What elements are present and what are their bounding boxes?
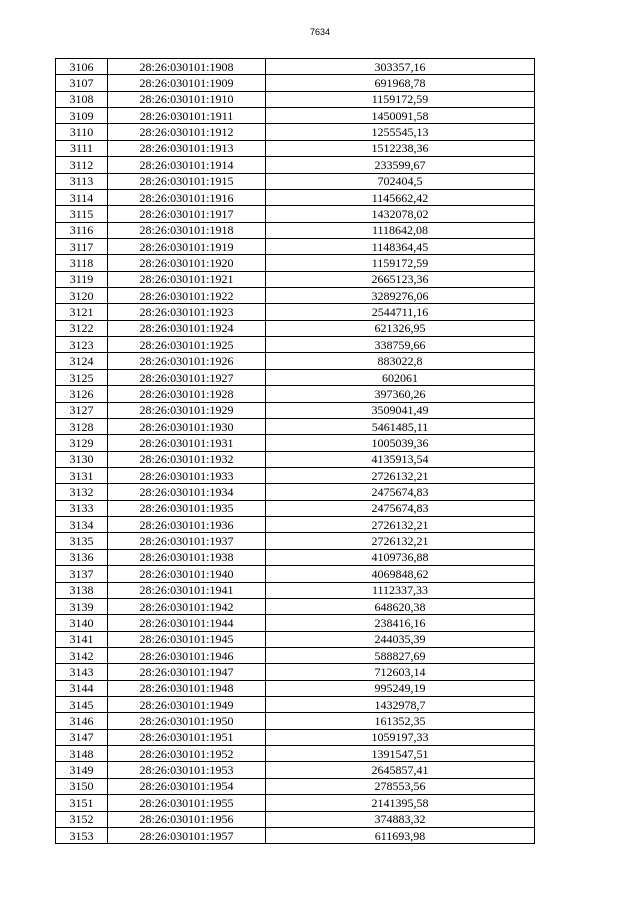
cadastral-value-cell: 2475674,83 [266,484,535,500]
table-row [56,255,535,271]
row-number-cell: 3147 [56,729,108,745]
row-number-cell: 3119 [56,271,108,287]
cadastral-value-cell: 648620,38 [266,598,535,614]
cadastral-value-cell: 161352,35 [266,713,535,729]
row-number-cell: 3138 [56,582,108,598]
cadastral-number-cell: 28:26:030101:1950 [108,713,266,729]
cadastral-value-cell: 995249,19 [266,680,535,696]
row-number-cell: 3125 [56,369,108,385]
row-number-cell: 3133 [56,500,108,516]
cadastral-value-cell: 4109736,88 [266,549,535,565]
cadastral-value-cell: 374883,32 [266,811,535,827]
cadastral-number-cell: 28:26:030101:1935 [108,500,266,516]
row-number-cell: 3115 [56,206,108,222]
cadastral-value-cell: 712603,14 [266,664,535,680]
row-number-cell: 3150 [56,778,108,794]
cadastral-number-cell: 28:26:030101:1929 [108,402,266,418]
cadastral-value-cell: 3289276,06 [266,288,535,304]
cadastral-value-cell: 1059197,33 [266,729,535,745]
cadastral-value-cell: 1432078,02 [266,206,535,222]
table-row [56,582,535,598]
cadastral-number-cell: 28:26:030101:1934 [108,484,266,500]
cadastral-value-cell: 611693,98 [266,827,535,843]
table-row [56,140,535,156]
cadastral-value-cell: 1255545,13 [266,124,535,140]
table-row [56,108,535,124]
cadastral-number-cell: 28:26:030101:1932 [108,451,266,467]
table-row [56,631,535,647]
table-row [56,386,535,402]
table-row [56,467,535,483]
table-row [56,288,535,304]
table-row [56,91,535,107]
table-row [56,271,535,287]
row-number-cell: 3110 [56,124,108,140]
cadastral-value-table [55,58,535,844]
row-number-cell: 3139 [56,598,108,614]
row-number-cell: 3148 [56,746,108,762]
cadastral-number-cell: 28:26:030101:1942 [108,598,266,614]
cadastral-number-cell: 28:26:030101:1944 [108,615,266,631]
row-number-cell: 3142 [56,647,108,663]
row-number-cell: 3124 [56,353,108,369]
cadastral-value-cell: 1512238,36 [266,140,535,156]
row-number-cell: 3109 [56,108,108,124]
cadastral-number-cell: 28:26:030101:1918 [108,222,266,238]
cadastral-number-cell: 28:26:030101:1938 [108,549,266,565]
table-row [56,517,535,533]
row-number-cell: 3111 [56,140,108,156]
cadastral-number-cell: 28:26:030101:1920 [108,255,266,271]
row-number-cell: 3143 [56,664,108,680]
cadastral-number-cell: 28:26:030101:1913 [108,140,266,156]
cadastral-number-cell: 28:26:030101:1956 [108,811,266,827]
table-row [56,729,535,745]
cadastral-value-cell: 238416,16 [266,615,535,631]
table-row [56,206,535,222]
row-number-cell: 3149 [56,762,108,778]
cadastral-number-cell: 28:26:030101:1951 [108,729,266,745]
row-number-cell: 3123 [56,337,108,353]
row-number-cell: 3120 [56,288,108,304]
cadastral-value-cell: 2665123,36 [266,271,535,287]
cadastral-number-cell: 28:26:030101:1910 [108,91,266,107]
cadastral-value-cell: 2475674,83 [266,500,535,516]
row-number-cell: 3126 [56,386,108,402]
table-row [56,795,535,811]
cadastral-number-cell: 28:26:030101:1919 [108,238,266,254]
cadastral-number-cell: 28:26:030101:1924 [108,320,266,336]
cadastral-number-cell: 28:26:030101:1927 [108,369,266,385]
table-row [56,811,535,827]
table-row [56,402,535,418]
cadastral-number-cell: 28:26:030101:1917 [108,206,266,222]
cadastral-value-cell: 883022,8 [266,353,535,369]
table-row [56,238,535,254]
cadastral-value-cell: 4135913,54 [266,451,535,467]
cadastral-value-cell: 1391547,51 [266,746,535,762]
cadastral-value-cell: 2726132,21 [266,467,535,483]
cadastral-number-cell: 28:26:030101:1955 [108,795,266,811]
table-row [56,746,535,762]
row-number-cell: 3128 [56,418,108,434]
cadastral-number-cell: 28:26:030101:1946 [108,647,266,663]
cadastral-value-cell: 1112337,33 [266,582,535,598]
table-row [56,304,535,320]
cadastral-value-cell: 2726132,21 [266,533,535,549]
cadastral-number-cell: 28:26:030101:1947 [108,664,266,680]
cadastral-value-cell: 691968,78 [266,75,535,91]
cadastral-number-cell: 28:26:030101:1908 [108,59,266,75]
cadastral-number-cell: 28:26:030101:1914 [108,157,266,173]
row-number-cell: 3137 [56,566,108,582]
cadastral-value-cell: 1159172,59 [266,91,535,107]
cadastral-number-cell: 28:26:030101:1922 [108,288,266,304]
row-number-cell: 3134 [56,517,108,533]
table-row [56,566,535,582]
cadastral-value-cell: 621326,95 [266,320,535,336]
table-row [56,533,535,549]
table-row [56,778,535,794]
table-row [56,337,535,353]
table-row [56,500,535,516]
cadastral-value-cell: 233599,67 [266,157,535,173]
cadastral-number-cell: 28:26:030101:1912 [108,124,266,140]
cadastral-value-cell: 588827,69 [266,647,535,663]
table-row [56,353,535,369]
cadastral-number-cell: 28:26:030101:1925 [108,337,266,353]
row-number-cell: 3117 [56,238,108,254]
table-row [56,451,535,467]
cadastral-value-cell: 1005039,36 [266,435,535,451]
row-number-cell: 3116 [56,222,108,238]
cadastral-value-cell: 2645857,41 [266,762,535,778]
cadastral-number-cell: 28:26:030101:1949 [108,697,266,713]
cadastral-value-cell: 3509041,49 [266,402,535,418]
cadastral-value-cell: 1118642,08 [266,222,535,238]
cadastral-number-cell: 28:26:030101:1936 [108,517,266,533]
row-number-cell: 3127 [56,402,108,418]
table-row [56,615,535,631]
table-row [56,549,535,565]
cadastral-number-cell: 28:26:030101:1931 [108,435,266,451]
cadastral-value-cell: 303357,16 [266,59,535,75]
row-number-cell: 3146 [56,713,108,729]
table-row [56,484,535,500]
row-number-cell: 3152 [56,811,108,827]
row-number-cell: 3136 [56,549,108,565]
table-row [56,157,535,173]
cadastral-number-cell: 28:26:030101:1957 [108,827,266,843]
table-row [56,418,535,434]
table-row [56,647,535,663]
table-row [56,369,535,385]
cadastral-value-cell: 702404,5 [266,173,535,189]
cadastral-value-cell: 244035,39 [266,631,535,647]
table-row [56,124,535,140]
row-number-cell: 3131 [56,467,108,483]
cadastral-number-cell: 28:26:030101:1909 [108,75,266,91]
row-number-cell: 3122 [56,320,108,336]
row-number-cell: 3153 [56,827,108,843]
row-number-cell: 3106 [56,59,108,75]
table-row [56,680,535,696]
cadastral-number-cell: 28:26:030101:1926 [108,353,266,369]
cadastral-number-cell: 28:26:030101:1941 [108,582,266,598]
table-row [56,320,535,336]
cadastral-value-cell: 2141395,58 [266,795,535,811]
cadastral-number-cell: 28:26:030101:1953 [108,762,266,778]
row-number-cell: 3141 [56,631,108,647]
cadastral-value-cell: 2544711,16 [266,304,535,320]
row-number-cell: 3114 [56,189,108,205]
table-row [56,762,535,778]
cadastral-value-cell: 1159172,59 [266,255,535,271]
cadastral-number-cell: 28:26:030101:1916 [108,189,266,205]
table-row [56,189,535,205]
cadastral-value-cell: 1432978,7 [266,697,535,713]
row-number-cell: 3107 [56,75,108,91]
cadastral-number-cell: 28:26:030101:1952 [108,746,266,762]
table-row [56,827,535,843]
table-row [56,598,535,614]
cadastral-value-cell: 4069848,62 [266,566,535,582]
cadastral-value-cell: 1450091,58 [266,108,535,124]
row-number-cell: 3129 [56,435,108,451]
cadastral-value-cell: 397360,26 [266,386,535,402]
cadastral-number-cell: 28:26:030101:1945 [108,631,266,647]
cadastral-value-cell: 2726132,21 [266,517,535,533]
row-number-cell: 3144 [56,680,108,696]
table-row [56,664,535,680]
row-number-cell: 3108 [56,91,108,107]
table-row [56,697,535,713]
cadastral-value-cell: 338759,66 [266,337,535,353]
row-number-cell: 3112 [56,157,108,173]
row-number-cell: 3132 [56,484,108,500]
table-row [56,435,535,451]
cadastral-number-cell: 28:26:030101:1930 [108,418,266,434]
cadastral-value-cell: 602061 [266,369,535,385]
row-number-cell: 3113 [56,173,108,189]
cadastral-number-cell: 28:26:030101:1923 [108,304,266,320]
cadastral-number-cell: 28:26:030101:1933 [108,467,266,483]
cadastral-value-cell: 1148364,45 [266,238,535,254]
table-row [56,75,535,91]
cadastral-number-cell: 28:26:030101:1921 [108,271,266,287]
table-row [56,173,535,189]
table-row [56,713,535,729]
row-number-cell: 3145 [56,697,108,713]
cadastral-value-cell: 278553,56 [266,778,535,794]
row-number-cell: 3118 [56,255,108,271]
cadastral-number-cell: 28:26:030101:1915 [108,173,266,189]
row-number-cell: 3151 [56,795,108,811]
cadastral-value-cell: 5461485,11 [266,418,535,434]
table-row [56,59,535,75]
cadastral-number-cell: 28:26:030101:1948 [108,680,266,696]
page-number: 7634 [309,27,331,37]
table-row [56,222,535,238]
row-number-cell: 3121 [56,304,108,320]
cadastral-number-cell: 28:26:030101:1940 [108,566,266,582]
cadastral-value-cell: 1145662,42 [266,189,535,205]
row-number-cell: 3140 [56,615,108,631]
cadastral-number-cell: 28:26:030101:1928 [108,386,266,402]
cadastral-number-cell: 28:26:030101:1954 [108,778,266,794]
table-body [56,59,535,844]
cadastral-number-cell: 28:26:030101:1937 [108,533,266,549]
cadastral-number-cell: 28:26:030101:1911 [108,108,266,124]
row-number-cell: 3135 [56,533,108,549]
row-number-cell: 3130 [56,451,108,467]
